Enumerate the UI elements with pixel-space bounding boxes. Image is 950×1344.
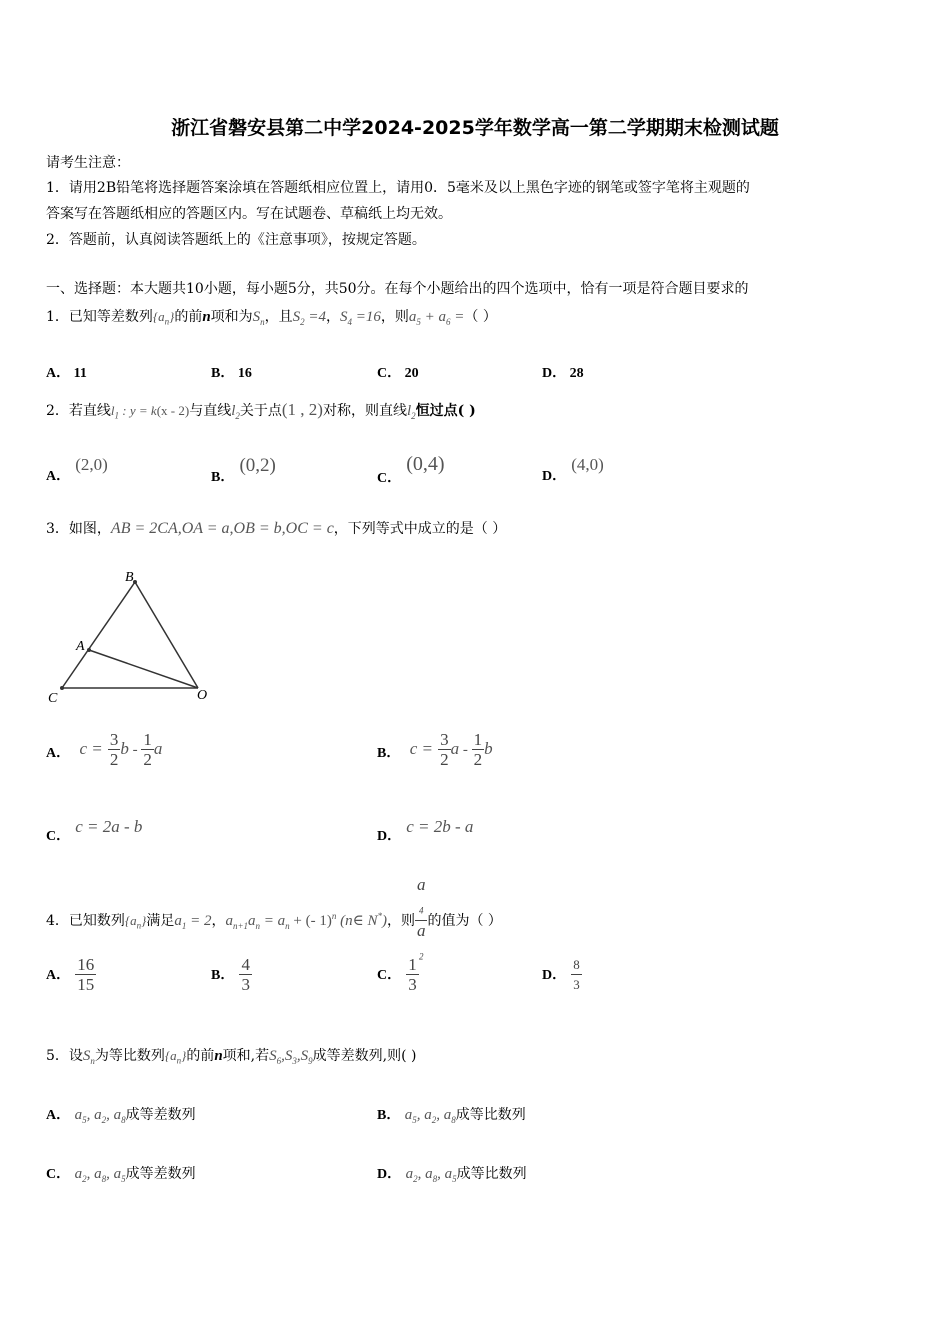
label-c: C bbox=[48, 691, 58, 706]
q2-option-d[interactable]: D． (4,0) bbox=[542, 455, 604, 484]
label-o: O bbox=[197, 688, 208, 703]
q4-option-b[interactable]: B． $\frac{4}{3}$ bbox=[211, 955, 250, 994]
question-1: 1．已知等差数列$\{a_n\}$的前n项和为$S_n$，且$S_2 =4$，$S_4 =16$，则$a_5 + a_6$ =（ ） bbox=[46, 309, 497, 327]
q4-option-c[interactable]: C． $\frac{1}{3}$ bbox=[377, 955, 417, 994]
triangle-figure bbox=[40, 566, 220, 706]
notice-line-2: 答案写在答题纸相应的答题区内。写在试题卷、草稿纸上均无效。 bbox=[46, 206, 452, 222]
label-a: A bbox=[76, 639, 85, 654]
q5-option-b[interactable]: B． $a_5$, $a_2$, $a_8$成等比数列 bbox=[377, 1107, 526, 1125]
q4-option-d[interactable]: D． $\frac{8}{3}$ bbox=[542, 957, 580, 992]
q1-option-b[interactable]: B． 16 bbox=[211, 366, 252, 381]
q5-option-c[interactable]: C． $a_2$, $a_8$, $a_5$成等差数列 bbox=[46, 1166, 196, 1184]
q5-option-d[interactable]: D． $a_2$, $a_8$, $a_5$成等比数列 bbox=[377, 1166, 527, 1184]
segment-ao bbox=[89, 650, 198, 688]
q4-option-a[interactable]: A． $\frac{16}{15}$ bbox=[46, 955, 95, 994]
question-5: 5．设$S_n$为等比数列$\{a_n\}$的前n项和,若$S_6,S_3,S_9$成等差数列,则( ) bbox=[46, 1048, 417, 1066]
q1-option-d[interactable]: D． 28 bbox=[542, 366, 584, 381]
q1-option-c[interactable]: C． 20 bbox=[377, 366, 419, 381]
notice-line-3: 2．答题前，认真阅读答题纸上的《注意事项》，按规定答题。 bbox=[46, 232, 426, 248]
q2-option-b[interactable]: B． (0,2) bbox=[211, 455, 276, 485]
q2-option-c[interactable]: C． (0,4) bbox=[377, 453, 445, 486]
q1-option-a[interactable]: A． 11 bbox=[46, 366, 87, 381]
segment-bo bbox=[135, 582, 198, 688]
page-title: 浙江省磐安县第二中学2024-2025学年数学高一第二学期期末检测试题 bbox=[171, 117, 779, 139]
notice-heading: 请考生注意： bbox=[46, 155, 130, 171]
section-heading: 一、选择题：本大题共10小题，每小题5分，共50分。在每个小题给出的四个选项中，恰有一项是符合题目要求的 bbox=[46, 281, 749, 297]
notice-line-1: 1．请用2B铅笔将选择题答案涂填在答题纸相应位置上，请用0．5毫米及以上黑色字迹的钢笔或签字笔将主观题的 bbox=[46, 180, 750, 196]
question-3: 3．如图，AB = 2CA,OA = a,OB = b,OC = c，下列等式中成立的是（ ） bbox=[46, 520, 507, 537]
q5-option-a[interactable]: A． $a_5$, $a_2$, $a_8$成等差数列 bbox=[46, 1107, 196, 1125]
q3-option-d[interactable]: D． c = 2b - a bbox=[377, 817, 474, 844]
label-b: B bbox=[125, 570, 134, 585]
point-b bbox=[133, 580, 137, 584]
question-4: 4．已知数列$\{a_n\}$满足$a_1 = 2$，$a_{n+1}a_n = a_n$ + (- 1)$^n$ (n∈ N*)，则 a $_4$ a $_2$ 的值为（ ） bbox=[46, 875, 502, 962]
question-2: 2．若直线$l_1$ : y = k(x - 2)与直线$l_2$关于点(1 , 2)对称，则直线$l_2$恒过点( ) bbox=[46, 400, 476, 421]
q3-option-b[interactable]: B． c = $\frac{3}{2}$ a - $\frac{1}{2}$ b bbox=[377, 730, 493, 769]
point-a bbox=[87, 648, 91, 652]
q3-option-c[interactable]: C． c = 2a - b bbox=[46, 817, 143, 844]
segment-bc bbox=[62, 582, 135, 688]
q2-option-a[interactable]: A． (2,0) bbox=[46, 455, 108, 484]
q3-option-a[interactable]: A． c = $\frac{3}{2}$ b - $\frac{1}{2}$ a bbox=[46, 730, 163, 769]
point-c bbox=[60, 686, 64, 690]
